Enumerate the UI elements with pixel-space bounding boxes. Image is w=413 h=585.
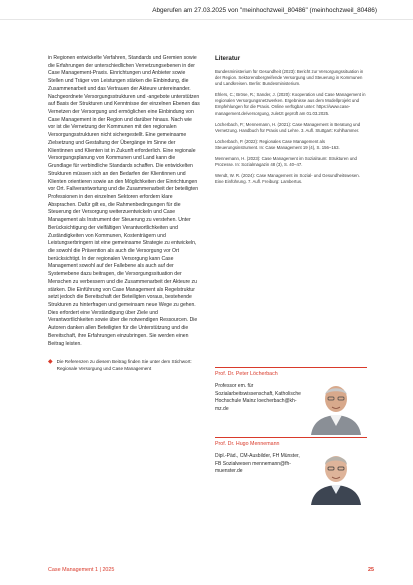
author-box-1 xyxy=(215,367,367,414)
reference-item: Ehlers, C.; Bröse, R.; Sander, J. (2020): Kooperation und Case Management in regionalen Versorgungsnetzwerken. Ergebnisse aus dem Modellprojekt und Empfehlungen für die Praxis. Online verfügbar unter: https://www.case-management.de/versorgung, zuletzt geprüft am 01.03.2025. xyxy=(215,92,366,116)
author-info: Professor em. für Sozialarbeitswissenschaft, Katholische Hochschule Mainz loecherbach@kh-mz.de xyxy=(215,382,301,413)
author-divider xyxy=(215,437,367,438)
body-column xyxy=(48,55,200,372)
reference-note xyxy=(48,359,200,372)
reference-item: Löcherbach, P.; Mennemann, H. (2021): Case Management in Beratung und Vernetzung. Handbuch für Praxis und Lehre. 3. Aufl. Stuttgart: Kohlhammer. xyxy=(215,121,361,133)
reference-list xyxy=(215,69,367,185)
author-box-2 xyxy=(215,437,367,476)
journal-footer: Case Management 1 | 2025 xyxy=(48,567,115,573)
author-portrait-icon xyxy=(305,377,367,435)
page-number: 25 xyxy=(368,567,374,573)
literature-heading: Literatur xyxy=(215,55,241,62)
literature-column xyxy=(215,55,367,190)
author-divider xyxy=(215,367,367,368)
reference-item: Bundesministerium für Gesundheit (2023): Bericht zur Versorgungssituation in der Region. Sektorenübergreifende Versorgung und Steuerung in Kommunen und Landkreisen. Berlin: Bundesministerium. xyxy=(215,69,364,87)
header-divider xyxy=(0,19,413,20)
reference-item: Löcherbach, P. (2022): Regionales Case Management als Steuerungsinstrument. In: Case Management 19 (4), S. 156–163. xyxy=(215,138,340,150)
author-info: Dipl.-Päd., CM-Ausbilder, FH Münster, FB Sozialwesen mennemann@fh-muenster.de xyxy=(215,452,300,475)
reference-note-text: Die Referenzen zu diesem Beitrag finden Sie unter dem Stichwort: Regionale Versorgung und Case Management xyxy=(56,359,192,371)
reference-item: Wendt, W. R. (2024): Case Management im Sozial- und Gesundheitswesen. Eine Einführung. 7. Aufl. Freiburg: Lambertus. xyxy=(215,173,360,185)
author-photo xyxy=(305,447,367,505)
author-name: Prof. Dr. Hugo Mennemann xyxy=(215,440,280,447)
download-notice: Abgerufen am 27.03.2025 von "meinhochzweil_80486" (meinhochzweil_80486) xyxy=(152,7,377,14)
body-text xyxy=(48,55,200,348)
body-paragraph: in Regionen entwickelte Verfahren, Standards und Gremien sowie die Erfahrungen der unterschiedlichen Vernetzungsebenen in der Case Management-Praxis. Einrichtungen und Anbieter sowie Stellen und Träger von Leistungen stärken die Einbindung, die Zusammenarbeit und das Vertrauen der Akteure untereinander. Nachgeordnete Versorgungsstrukturen und -angebote unterstützen auf Basis der Strukturen und Kenntnisse der einzelnen Ebenen das Vernetzen der Versorgung und ermöglichen eine Einbindung von Case Management in der Region und darüber hinaus. Nach wie vor ist die Vernetzung der Kommunen mit den regionalen Versorgungsstrukturen nicht sichergestellt. Eine gemeinsame Zielsetzung und Gestaltung der Übergänge im Sinne der Klientinnen und Klienten ist in Zukunft erforderlich. Eine regionale Versorgungsplanung von Kommunen und Land kann die Grundlage für verbindliche Standards schaffen. Die entwickelten Strukturen müssen sich an den Bedarfen der Klientinnen und Klienten orientieren sowie an den Möglichkeiten der Einrichtungen vor Ort. Fallverantwortung und die Zusammenarbeit der beteiligten Professionen in den einzelnen Sektoren erfordern klare Absprachen. Dafür gilt es, die Rahmenbedingungen für die Steuerung der Versorgung weiterzuentwickeln und Case Management als Instrument der Steuerung zu verstehen. Unter Berücksichtigung der vielfältigen Verantwortlichkeiten und Zuständigkeiten von Kommunen, Kostenträgern und Leistungserbringern ist eine gemeinsame Strategie zu entwickeln, die sowohl die Prävention als auch die Versorgung vor Ort berücksichtigt. In der regionalen Versorgung kann Case Management sowohl auf der Fallebene als auch auf der Systemebene dazu beitragen, die Versorgungssituation der Menschen zu verbessern und die Zusammenarbeit der Akteure zu stärken. Die Einführung von Case Management als Regelstruktur setzt jedoch die Bereitschaft der Beteiligten voraus, bestehende Strukturen zu hinterfragen und gemeinsam neue Wege zu gehen. Dies erfordert eine Verständigung über Ziele und Verantwortlichkeiten sowie über die notwendigen Ressourcen. Die Autoren danken allen Beteiligten für die Unterstützung und die Bereitschaft, ihre Erfahrungen einzubringen. Sie werden einen Beitrag leisten. xyxy=(48,55,200,347)
author-name: Prof. Dr. Peter Löcherbach xyxy=(215,370,278,377)
reference-item: Mennemann, H. (2023): Case Management im Sozialraum: Strukturen und Prozesse. In: Sozialmagazin 48 (3), S. 40–47. xyxy=(215,156,357,168)
diamond-icon: ◆ xyxy=(48,359,53,366)
author-portrait-icon xyxy=(305,447,367,505)
author-photo xyxy=(305,377,367,435)
